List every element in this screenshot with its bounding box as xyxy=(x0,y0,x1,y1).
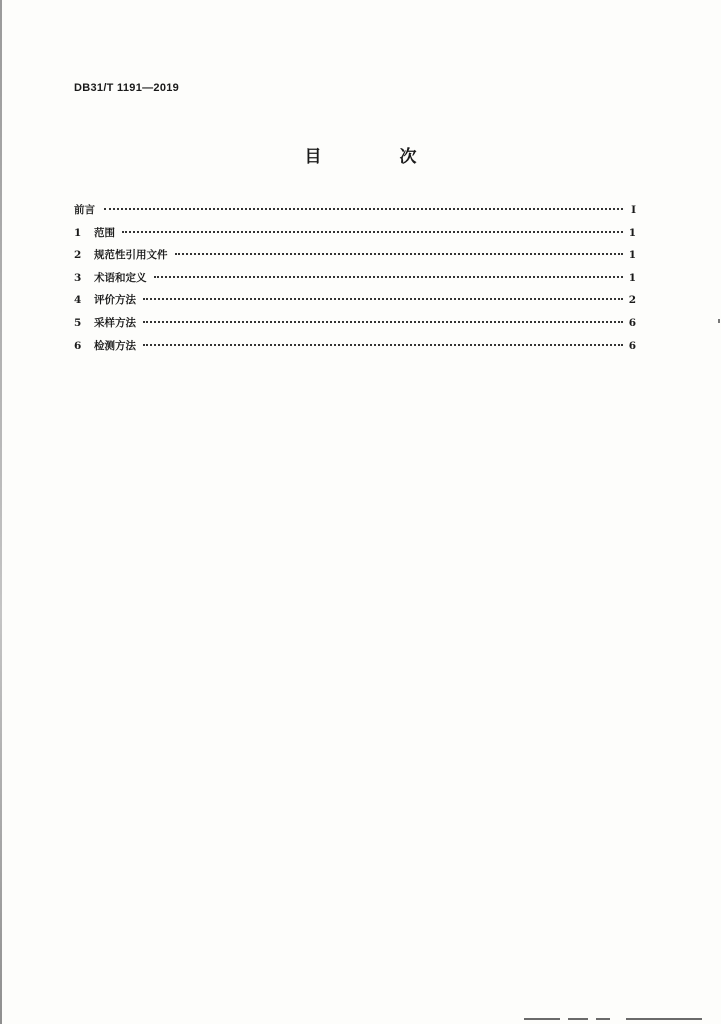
toc-entry-page: Ⅰ xyxy=(631,204,636,216)
toc-entry-label: 术语和定义 xyxy=(94,271,147,284)
toc-entry-number: 6 xyxy=(74,339,82,352)
scan-artifact xyxy=(718,319,720,323)
toc-entry-label: 前言 xyxy=(74,204,95,216)
toc-entry-page: 1 xyxy=(628,249,636,262)
toc-entry-normative-references[interactable] xyxy=(74,247,636,270)
scan-artifact xyxy=(596,1018,610,1020)
dot-leader xyxy=(175,253,624,255)
scan-artifact xyxy=(524,1018,560,1020)
document-code: DB31/T 1191—2019 xyxy=(74,82,180,94)
toc-entry-label: 评价方法 xyxy=(94,294,136,307)
scan-artifact xyxy=(626,1018,702,1020)
toc-entry-number: 3 xyxy=(74,271,82,284)
toc-entry-page: 1 xyxy=(628,226,636,239)
toc-entry-number: 2 xyxy=(74,249,82,262)
toc-title: 目 次 xyxy=(304,147,453,167)
toc-entry-label: 采样方法 xyxy=(94,316,136,329)
toc-entry-page: 6 xyxy=(628,339,636,352)
dot-leader xyxy=(154,276,624,278)
toc-entry-page: 6 xyxy=(628,316,636,329)
toc-entry-number: 1 xyxy=(74,226,82,239)
toc-entry-number: 5 xyxy=(74,316,82,329)
toc-entry-preface[interactable] xyxy=(74,202,636,225)
toc-entry-page: 1 xyxy=(628,271,636,284)
toc-entry-label: 规范性引用文件 xyxy=(94,249,168,262)
dot-leader xyxy=(143,298,623,300)
toc-entry-sampling-method[interactable] xyxy=(74,315,636,338)
toc-entry-terms-definitions[interactable] xyxy=(74,270,636,293)
toc-entry-scope[interactable] xyxy=(74,225,636,248)
dot-leader xyxy=(122,231,623,233)
scan-artifact xyxy=(568,1018,588,1020)
toc-entry-label: 检测方法 xyxy=(94,339,136,352)
dot-leader xyxy=(104,208,623,210)
toc-entry-label: 范围 xyxy=(94,226,115,239)
table-of-contents xyxy=(74,202,636,360)
toc-entry-page: 2 xyxy=(628,294,636,307)
dot-leader xyxy=(143,321,623,323)
dot-leader xyxy=(143,344,623,346)
toc-entry-number: 4 xyxy=(74,294,82,307)
toc-entry-evaluation-method[interactable] xyxy=(74,292,636,315)
toc-entry-testing-method[interactable] xyxy=(74,338,636,361)
